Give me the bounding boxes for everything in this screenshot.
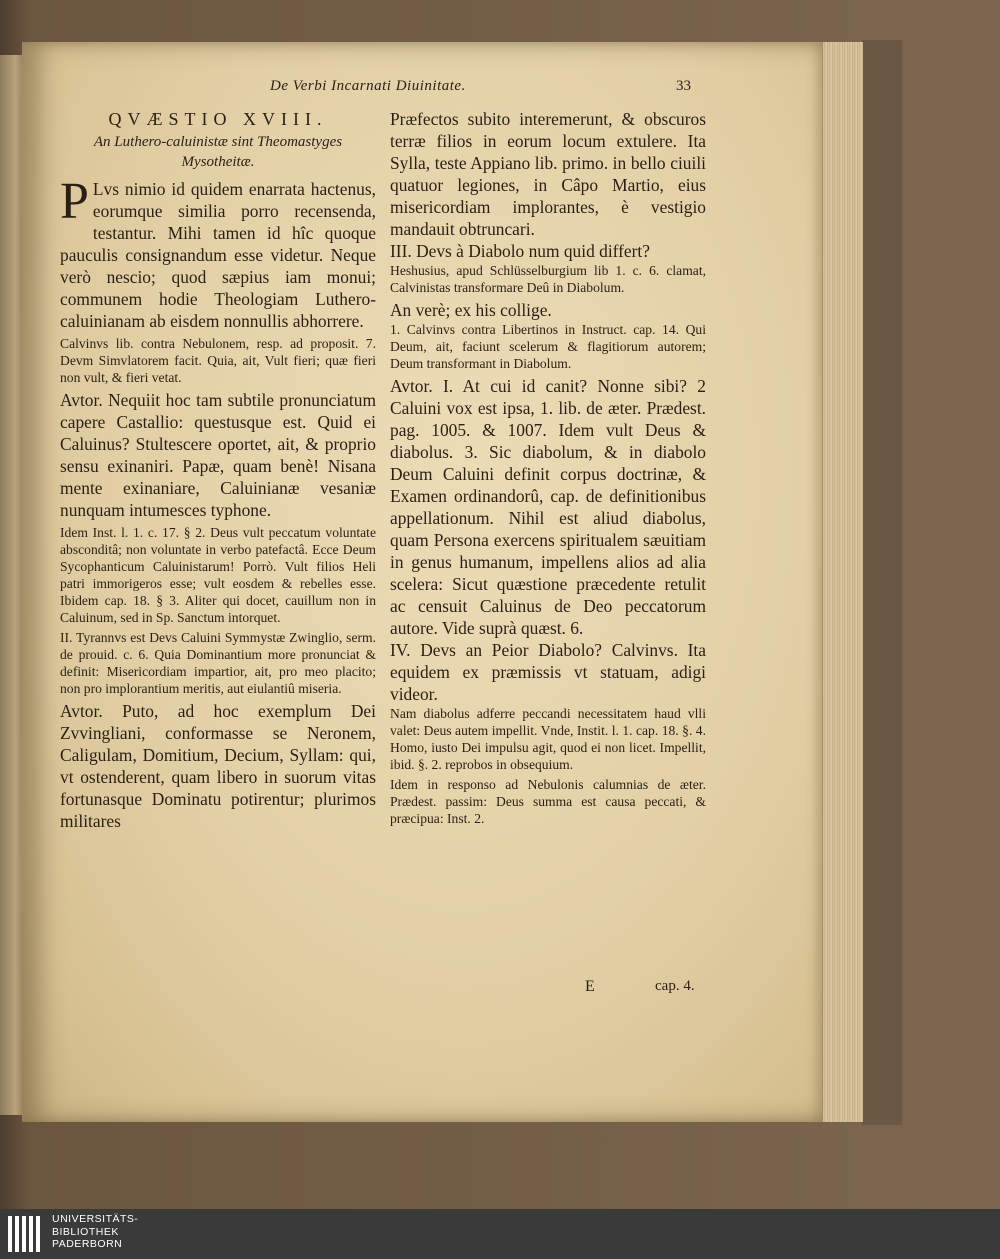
library-name-line2: BIBLIOTHEK	[52, 1225, 119, 1238]
paragraph: Idem Inst. l. 1. c. 17. § 2. Deus vult peccatum voluntate absconditâ; non voluntate in verbo patefactâ. Ecce Deum Sycophanticum Caluinistarum! Porrò. Vult filios Heli patri immorigeros esse; vult eosdem & rebelles esse. Ibidem cap. 18. § 3. Aliter qui docet, cauillum non in Caluinum, sed in Sp. Sanctum intorquet.	[60, 525, 376, 625]
paragraph: Idem in responso ad Nebulonis calumnias de æter. Prædest. passim: Deus summa est causa peccati, & præcipua: Inst. 2.	[390, 777, 706, 826]
library-name	[52, 1213, 138, 1251]
paragraph: An verè; ex his collige.	[390, 300, 552, 320]
book-cover	[862, 40, 902, 1125]
page-number: 33	[676, 78, 691, 94]
paragraph: Heshusius, apud Schlüsselburgium lib 1. c. 6. clamat, Calvinistas transformare Deû in Diabolum.	[390, 263, 706, 295]
paragraph: IV. Devs an Peior Diabolo? Calvinvs. Ita equidem ex præmissis vt statuam, adigi videor.	[390, 640, 706, 704]
question-title: QVÆSTIO XVIII.	[108, 109, 328, 129]
paragraph: II. Tyrannvs est Devs Caluini Symmystæ Zwinglio, serm. de prouid. c. 6. Quia Dominantium more pronunciat & definit: Misericordiam impartior, ait, pro meo placito; non pro implorantium meritis, aut eiulantiû miseria.	[60, 630, 376, 696]
library-footer-bar	[0, 1209, 1000, 1259]
page-stack-edge	[822, 42, 863, 1122]
paragraph: 1. Calvinvs contra Libertinos in Instruct. cap. 14. Qui Deum, ait, faciunt scelerum & flagitiorum autorem; Deum transformant in Diabolum.	[390, 322, 706, 371]
paragraph: Calvinvs lib. contra Nebulonem, resp. ad proposit. 7. Devm Simvlatorem facit. Quia, ait, Vult fieri; quæ fieri non vult, & fieri vetat.	[60, 336, 376, 385]
paragraph: Avtor. Nequiit hoc tam subtile pronunciatum capere Castallio: questusque est. Quid ei Caluinus? Stultescere oportet, ait, & proprio sensu exinaniri. Papæ, quam benè! Nisana mente exinaniare, Caluinianæ vesaniæ nunquam intumesces typhone.	[60, 390, 376, 520]
paragraph: Avtor. I. At cui id canit? Nonne sibi? 2 Caluini vox est ipsa, 1. lib. de æter. Prædest. pag. 1005. & 1007. Idem vult Deus & diabolus. 3. Sic diabolum, & in diabolo Deum Caluini definit corpus doctrinæ, & Examen ordinandorû, cap. de definitionibus appellationum. Nihil est aliud diabolus, quam Persona exercens spiritualem sæuitiam in genus humanum, impellens alios ad alia scelera: Sicut quæstione præcedente retulit ac censuit Caluinus de Deo peccatorum autore. Vide suprà quæst. 6.	[390, 376, 706, 638]
paragraph: Avtor. Puto, ad hoc exemplum Dei Zvvingliani, conformasse se Neronem, Caligulam, Domitium, Decium, Syllam: qui, vt ostenderent, quam libero in suorum vitas fortunasque Dominatu potirentur; plurimos militares	[60, 701, 376, 831]
paragraph: Præfectos subito interemerunt, & obscuros terræ filios in eorum locum extulere. Ita Sylla, teste Appiano lib. primo. in bello ciuili quatuor legiones, in Câpo Martio, eius misericordiam implorantes, è vestigio mandauit obtruncari.	[390, 109, 706, 239]
running-head: De Verbi Incarnati Diuinitate.	[270, 78, 466, 94]
paragraph: Nam diabolus adferre peccandi necessitatem haud vlli valet: Deus autem impellit. Vnde, Instit. l. 1. cap. 18. §. 4. Homo, iusto Dei impulsu agit, quod ei non licet. Impellit, ibid. §. 2. reprobos in obsequium.	[390, 706, 706, 772]
paragraph: III. Devs à Diabolo num quid differt?	[390, 241, 650, 261]
facing-page-edge	[0, 55, 23, 1115]
paragraph-text: Lvs nimio id quidem enarrata hactenus, eorumque similia porro recensenda, testantur. Mihi tamen id hîc quoque pauculis consignandum esse videtur. Neque verò nescio; quod sæpius iam monui; communem hodie Theologiam Luthero-caluinianam ab eisdem nonnullis abhorrere.	[60, 179, 376, 331]
question-subtitle-line2: Mysotheitæ.	[181, 154, 255, 170]
drop-cap: P	[60, 173, 89, 230]
library-name-line3: PADERBORN	[52, 1238, 123, 1250]
right-column	[390, 108, 706, 827]
signature-mark: E	[585, 978, 595, 995]
catchword: cap. 4.	[655, 978, 695, 994]
paragraph	[60, 173, 376, 332]
library-logo-icon	[6, 1212, 44, 1256]
question-subtitle	[60, 132, 376, 172]
left-column	[60, 108, 376, 832]
library-name-line1: UNIVERSITÄTS-	[52, 1213, 139, 1225]
question-subtitle-line1: An Luthero-caluinistæ sint Theomastyges	[93, 134, 343, 150]
